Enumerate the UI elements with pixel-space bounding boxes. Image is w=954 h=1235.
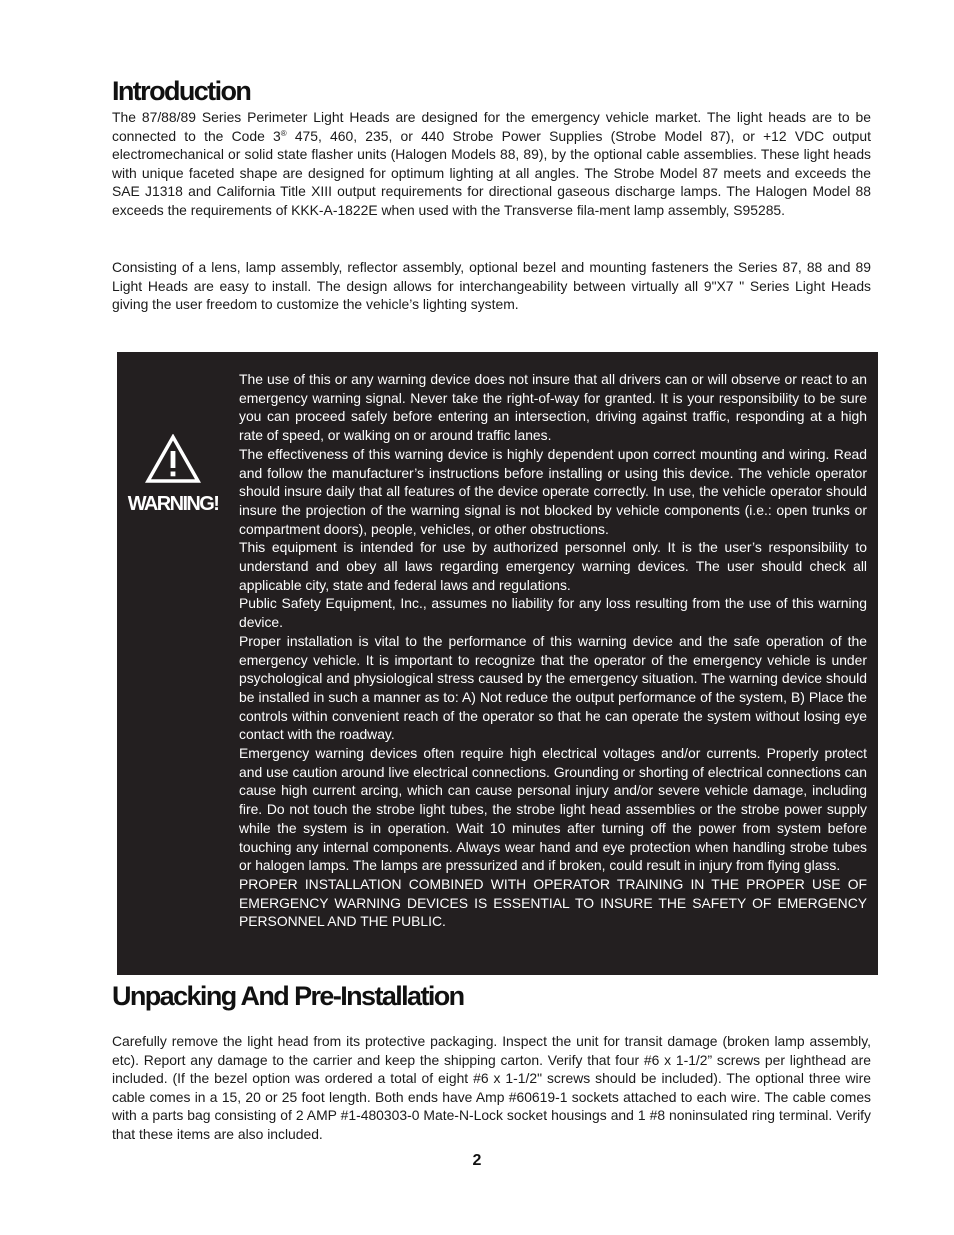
introduction-text-a: The 87/88/89 Series Perimeter Light Heads are designed for the emergency vehicle market. The light heads are to be connected to the Code 3 <box>112 109 871 144</box>
introduction-heading: Introduction <box>112 76 251 106</box>
warning-label: WARNING! <box>127 493 219 515</box>
warning-paragraph: Proper installation is vital to the performance of this warning device and the safe operation of the emergency vehicle. It is important to recognize that the operator of the emergency vehicle is under psychological and physiological stress caused by the emergency situation. The warning device should be installed in such a manner as to: A) Not reduce the output performance of the system, B) Place the controls within convenient reach of the operator so that he can operate the system without losing eye contact with the roadway. <box>239 632 867 743</box>
warning-paragraph: Public Safety Equipment, Inc., assumes no liability for any loss resulting from the use of this warning device. <box>239 595 867 631</box>
introduction-paragraph-2: Consisting of a lens, lamp assembly, reflector assembly, optional bezel and mounting fasteners the Series 87, 88 and 89 Light Heads are easy to install. The design allows for interchangeability between virtually all 9"X7 " Series Light Heads giving the user freedom to customize the vehicle’s lighting system. <box>112 259 871 313</box>
warning-paragraph: The effectiveness of this warning device is highly dependent upon correct mounting and wiring. Read and follow the manufacturer’s instructions before installing or using this device. The vehicle operator should insure daily that all features of the device operate correctly. In use, the vehicle operator should insure the projection of the warning signal is not blocked by vehicle components (i.e.: open trunks or compartment doors), people, vehicles, or other obstructions. <box>239 445 867 537</box>
warning-triangle-icon <box>145 434 201 484</box>
unpacking-paragraph: Carefully remove the light head from its protective packaging. Inspect the unit for transit damage (broken lamp assembly, etc). Report any damage to the carrier and keep the shipping carton. Verify that four #6 x 1-1/2” screws per lighthead are included. (If the bezel option was ordered a total of eight #6 x 1-1/2" screws should be included). The optional three wire cable comes in a 15, 20 or 25 foot length. Both ends have Amp #60619-1 sockets attached to each wire. The cable comes with a parts bag consisting of 2 AMP #1-480303-0 Mate-N-Lock socket housings and 1 #8 noninsulated ring terminal. Verify that these items are also included. <box>112 1033 871 1142</box>
unpacking-heading: Unpacking And Pre-Installation <box>112 981 464 1011</box>
warning-paragraph: PROPER INSTALLATION COMBINED WITH OPERATOR TRAINING IN THE PROPER USE OF EMERGENCY WARNING DEVICES IS ESSENTIAL TO INSURE THE SAFETY OF EMERGENCY PERSONNEL AND THE PUBLIC. <box>239 875 867 930</box>
warning-paragraph: Emergency warning devices often require high electrical voltages and/or currents. Properly protect and use caution around live electrical connections. Grounding or shorting of electrical connections can cause high current arcing, which can cause personal injury and/or severe vehicle damage, including fire. Do not touch the strobe light tubes, the strobe light head assemblies or the strobe power supply while the system is in operation. Wait 10 minutes after turning off the power from system before touching any internal components. Always wear hand and eye protection when handling strobe tubes or halogen lamps. The lamps are pressurized and if broken, could result in injury from flying glass. <box>239 745 867 874</box>
warning-box <box>117 352 878 975</box>
registered-mark: ® <box>280 128 287 138</box>
page-number: 2 <box>472 1152 482 1169</box>
warning-paragraph: This equipment is intended for use by authorized personnel only. It is the user’s responsibility to understand and obey all laws regarding emergency warning devices. The user should check all applicable city, state and federal laws and regulations. <box>239 539 867 593</box>
introduction-text-b: 475, 460, 235, or 440 Strobe Power Supplies (Strobe Model 87), or +12 VDC output electromechanical or solid state flasher units (Halogen Models 88, 89), by the optional cable assemblies. These light heads with unique faceted shape are designed for optimum lighting at all angles. The Strobe Model 87 meets and exceeds the SAE J1318 and California Title XIII output requirements for directional gaseous discharge lamps. The Halogen Model 88 exceeds the requirements of KKK-A-1822E when used with the Transverse fila-ment lamp assembly, S95285. <box>112 127 871 218</box>
warning-paragraph: The use of this or any warning device does not insure that all drivers can or will observe or react to an emergency warning signal. Never take the right-of-way for granted. It is your responsibility to be sure you can proceed safely before entering an intersection, driving against traffic, responding at a high rate of speed, or walking on or around traffic lanes. <box>239 371 867 444</box>
introduction-paragraph-1 <box>112 108 871 220</box>
warning-text <box>239 370 867 931</box>
